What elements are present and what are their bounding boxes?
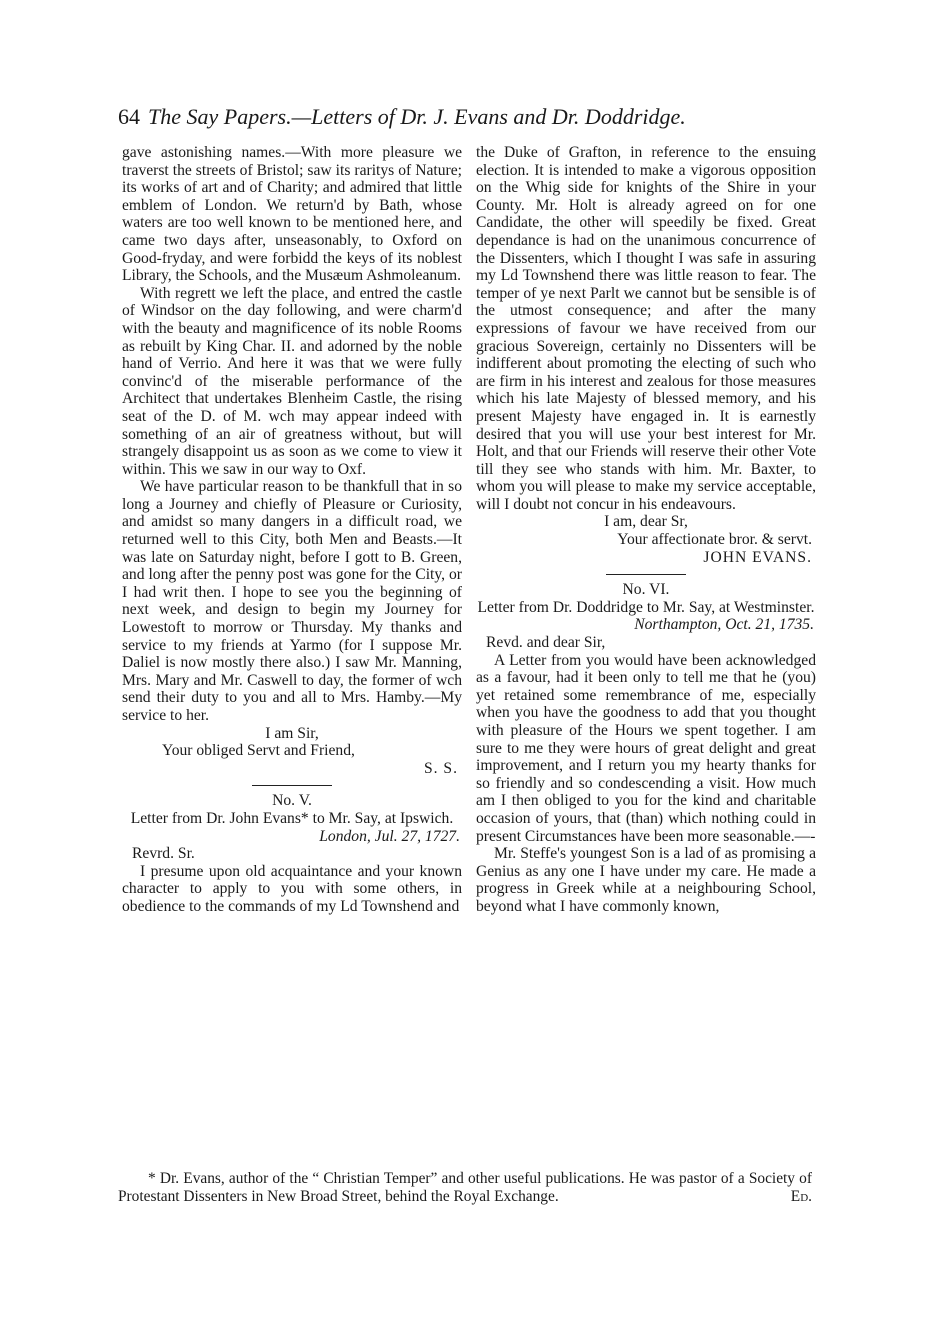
paragraph: I presume upon old acquaintance and your known character to apply to you with some others, in obedience to the commands of my Ld Townshend and — [122, 862, 462, 915]
right-column — [476, 144, 816, 916]
letter-closing: Your affectionate bror. & servt. — [617, 531, 812, 549]
letter-signature: S. S. — [423, 759, 458, 777]
paragraph: Mr. Steffe's youngest Son is a lad of as promising a Genius as any one I have under my care. He made a progress in Greek while at a neighbouring School, beyond what I have commonly known, — [476, 845, 816, 915]
letter-signature: JOHN EVANS. — [703, 548, 812, 566]
letter-salutation: Revrd. Sr. — [132, 845, 195, 863]
letter-dateline: Northampton, Oct. 21, 1735. — [634, 616, 814, 634]
footnote-signoff: Ed. — [790, 1187, 812, 1205]
letter-title: Letter from Dr. John Evans* to Mr. Say, at Ipswich. — [130, 809, 454, 827]
letter-salutation: Revd. and dear Sir, — [486, 634, 606, 652]
footnote — [118, 1170, 812, 1205]
footnote-text: * Dr. Evans, author of the “ Christian Temper” and other useful publications. He was pastor of a Society of Protestant Dissenters in New Broad Street, behind the Royal Exchange. — [118, 1170, 812, 1205]
paragraph: A Letter from you would have been acknowledged as a favour, had it been only to tell me that he (you) yet retained some remembrance of me, especially when you have the goodness to add that you thought with pleasure of the Hours we spent together. I am sure to me they were hours of great delight and great improvement, and I return you my hearty thanks for so friendly and so condescending a visit. How much am I then obliged to you for the kind and charitable occasion of yours, that (than) which nothing could in present Circumstances have been more seasonable.—- — [476, 651, 816, 845]
running-title: The Say Papers.—Letters of Dr. J. Evans and Dr. Doddridge. — [148, 104, 686, 129]
paragraph: gave astonishing names.—With more pleasure we traverst the streets of Bristol; saw its raritys of Nature; its works of art and of Charity; and admired that little emblem of London. We return'd by Bath, whose waters are too well known to be mentioned here, and came two days after, unseasonably, to Oxford on Good-fryday, and were forbidd the keys of its noblest Library, the Schools, and the Musæum Ashmoleanum. — [122, 144, 462, 285]
page-number: 64 — [118, 104, 140, 129]
letter-closing: Your obliged Servt and Friend, — [162, 742, 355, 760]
paragraph: the Duke of Grafton, in reference to the ensuing election. It is intended to make a vigorous opposition on the Whig side for knights of the Shire in your County. Mr. Holt is already agreed on for one Candidate, the other will speedily be fixed. Great dependance is had on the unanimous concurrence of the Dissenters, which I thought I was safe in assuring my Ld Townshend there was little reason to fear. The temper of ye next Parlt we cannot but be sensible is of the utmost consequence; and after the many expressions of favour we have received from our gracious Sovereign, certainly no Dissenters will be indifferent about promoting the electing of such who are firm in his interest and zealous for those measures which his late Majesty of blessed memory, and his present Majesty have engaged in. It is earnestly desired that you will use your best interest for Mr. Holt, and that our Friends will reserve their other Vote till they see who stands with him. Mr. Baxter, to whom you will please to make my service acceptable, will I doubt not concur in his endeavours. — [476, 144, 816, 513]
left-column — [122, 144, 462, 916]
letter-closing: I am, dear Sr, — [604, 513, 688, 531]
letter-dateline: London, Jul. 27, 1727. — [319, 827, 460, 845]
letter-title: Letter from Dr. Doddridge to Mr. Say, at Westminster. — [477, 598, 815, 616]
paragraph: We have particular reason to be thankfull that in so long a Journey and chiefly of Pleasure or Curiosity, and amidst so many dangers in a difficult road, we returned well to this City, both Men and Beasts.—It was late on Saturday night, before I gott to B. Green, and long after the penny post was gone for the City, or I had writ then. I hope to see you the beginning of next week, and design to begin my Journey for Lowestoft to morrow or Thursday. My thanks and service to my friends at Yarmo (for I suppose Mr. Daliel is now mostly there also.) I saw Mr. Manning, Mrs. Mary and Mr. Caswell to day, the former of wch send their duty to you and all to Mrs. Hamby.—My service to her. — [122, 478, 462, 724]
letter-number: No. V. — [272, 792, 312, 810]
divider — [252, 785, 332, 786]
paragraph: With regrett we left the place, and entred the castle of Windsor on the day following, and were charm'd with the beauty and magnificence of its noble Rooms as rebuilt by King Char. II. and adorned by the noble hand of Verrio. And here it was that we were fully convinc'd of the miserable performance of the Architect that undertakes Blenheim Castle, the rising seat of the D. of M. wch may appear indeed with something of an air of greatness without, but will strangely disappoint us as soon as we come to view it within. This we saw in our way to Oxf. — [122, 284, 462, 478]
divider — [606, 574, 686, 575]
running-head — [118, 104, 818, 130]
letter-closing: I am Sir, — [265, 724, 319, 742]
letter-number: No. VI. — [622, 581, 670, 599]
